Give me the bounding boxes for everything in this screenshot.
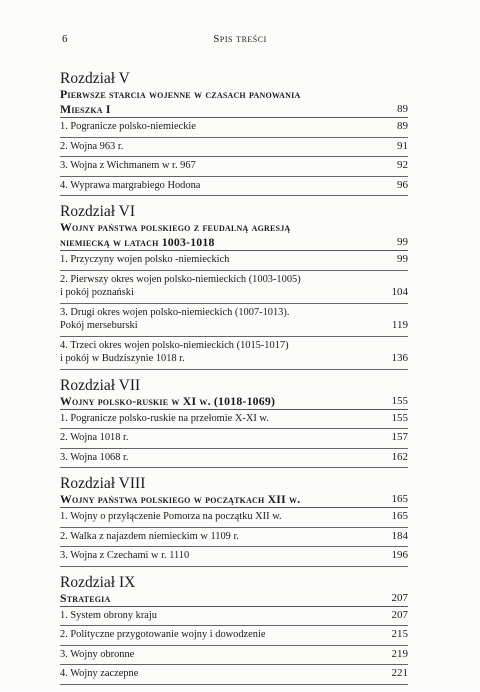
toc-entry xyxy=(60,157,408,177)
toc-entry xyxy=(60,429,408,449)
toc-entry xyxy=(60,646,408,666)
chapter-title-line: Pierwsze starcia wojenne w czasach panowania xyxy=(60,87,301,101)
toc-entry xyxy=(60,271,408,304)
toc-entry-line: 2. Walka z najazdem niemieckim w 1109 r. xyxy=(60,530,239,542)
toc-entry-line: 1. Pogranicze polsko-niemieckie xyxy=(60,121,196,132)
chapter-page-number: 155 xyxy=(391,394,408,407)
chapter-title-row xyxy=(60,492,408,508)
toc-entry-text xyxy=(60,251,368,270)
toc-entry-page: 136 xyxy=(391,352,408,364)
chapter-page-number: 89 xyxy=(397,103,408,115)
toc-entry-page: 162 xyxy=(391,450,408,463)
toc-entry-line: 3. Wojna z Czechami w r. 1110 xyxy=(60,550,190,561)
chapter-title-row xyxy=(60,394,408,410)
chapter-label: Rozdział VIII xyxy=(60,475,146,492)
toc-entry-line: 1. Wojny o przyłączenie Pomorza na początku XII w. xyxy=(60,511,282,522)
toc-entry-page: 184 xyxy=(391,529,408,542)
running-header xyxy=(62,32,418,46)
page-number: 6 xyxy=(62,33,68,45)
chapter-title xyxy=(60,87,368,117)
toc-entry-text xyxy=(60,646,368,665)
chapter-title xyxy=(60,394,368,409)
toc-entry-line: 2. Polityczne przygotowanie wojny i dowodzenie xyxy=(60,629,266,640)
toc-entry-page: 157 xyxy=(391,431,408,443)
toc-entry-line: Pokój merseburski xyxy=(60,320,138,331)
toc-entry-page: 89 xyxy=(397,120,408,132)
chapter-title-line: Wojny polsko-ruskie w XI w. (1018-1069) xyxy=(60,393,276,408)
chapter-title-line: Wojny państwa polskiego w początkach XII w. xyxy=(60,492,301,506)
toc-entry-text xyxy=(60,138,368,157)
toc-entry-line: i pokój w Budziszynie 1018 r. xyxy=(60,353,185,364)
toc-entry-line: 3. Drugi okres wojen polsko-niemieckich (1007-1013). xyxy=(60,306,290,318)
toc-entry xyxy=(60,337,408,370)
toc-entry-page: 215 xyxy=(391,628,408,640)
toc-entry xyxy=(60,251,408,271)
toc-entry-page: 219 xyxy=(391,647,408,660)
toc-entry-text xyxy=(60,271,368,303)
chapter-title-row xyxy=(60,87,408,118)
toc-entry-page: 104 xyxy=(391,286,408,298)
toc-entry xyxy=(60,304,408,337)
chapter-title xyxy=(60,220,368,250)
toc-entry-line: 4. Wyprawa margrabiego Hodona xyxy=(60,179,201,191)
toc-entry-page: 91 xyxy=(397,139,408,152)
toc-entry-line: 3. Wojny obronne xyxy=(60,648,135,660)
chapter-label: Rozdział IX xyxy=(60,573,136,591)
toc-entry-line: 1. Przyczyny wojen polsko -niemieckich xyxy=(60,254,230,265)
chapter-title-line: niemiecką w latach 1003-1018 xyxy=(60,235,215,249)
toc-entry xyxy=(60,118,408,138)
chapter-page-number: 165 xyxy=(391,493,408,505)
toc-entry xyxy=(60,138,408,158)
chapter-title-line: Mieszka I xyxy=(60,102,111,116)
toc-entry-line: 4. Wojny zaczepne xyxy=(60,668,139,679)
chapter-section xyxy=(60,475,408,567)
toc-entry-page: 196 xyxy=(391,549,408,561)
toc-entry-text xyxy=(60,626,368,645)
toc-entry-line: 4. Trzeci okres wojen polsko-niemieckich (1015-1017) xyxy=(60,339,289,351)
toc-entry-page: 165 xyxy=(391,510,408,522)
toc-entry-text xyxy=(60,157,368,176)
toc-entry-line: 3. Wojna 1068 r. xyxy=(60,451,129,463)
chapter-title xyxy=(60,591,368,606)
toc-entry xyxy=(60,177,408,197)
chapter-page-number: 99 xyxy=(397,236,408,248)
chapter-title-line: Wojny państwa polskiego z feudalną agresją xyxy=(60,220,291,234)
toc-entry-text xyxy=(60,528,368,547)
toc-entry-page: 92 xyxy=(397,159,408,171)
chapter-label: Rozdział VI xyxy=(60,203,136,220)
toc-entry-text xyxy=(60,607,368,626)
toc-entry xyxy=(60,626,408,646)
chapter-section xyxy=(60,377,408,469)
toc-entry-line: 1. System obrony kraju xyxy=(60,609,157,621)
toc-entry xyxy=(60,607,408,627)
toc-entry-text xyxy=(60,410,368,429)
table-of-contents xyxy=(60,70,408,692)
toc-entry-text xyxy=(60,508,368,527)
toc-entry-text xyxy=(60,177,368,196)
running-title: Spis treści xyxy=(213,33,267,45)
toc-entry-text xyxy=(60,665,368,684)
chapter-title xyxy=(60,492,368,507)
toc-entry xyxy=(60,528,408,548)
toc-entry-text xyxy=(60,304,368,336)
toc-entry-page: 207 xyxy=(391,608,408,621)
toc-entry-line: 2. Wojna 963 r. xyxy=(60,140,124,152)
toc-entry xyxy=(60,449,408,469)
chapter-label: Rozdział V xyxy=(60,70,130,87)
toc-entry xyxy=(60,410,408,430)
toc-entry-line: 2. Wojna 1018 r. xyxy=(60,432,129,443)
chapter-section xyxy=(60,574,408,685)
toc-entry-line: 2. Pierwszy okres wojen polsko-niemieckich (1003-1005) xyxy=(60,273,301,285)
toc-entry-text xyxy=(60,429,368,448)
toc-entry xyxy=(60,665,408,685)
toc-entry-text xyxy=(60,449,368,468)
chapter-title-row xyxy=(60,220,408,251)
toc-entry-text xyxy=(60,118,368,137)
toc-entry-text xyxy=(60,547,368,566)
chapter-page-number: 207 xyxy=(391,591,408,604)
toc-entry-page: 99 xyxy=(397,253,408,265)
toc-entry-text xyxy=(60,337,368,369)
toc-entry-line: 1. Pogranicze polsko-ruskie na przełomie X-XI w. xyxy=(60,412,269,424)
chapter-section xyxy=(60,70,408,196)
chapter-title-line: Strategia xyxy=(60,590,111,605)
chapter-section xyxy=(60,203,408,370)
toc-entry-page: 119 xyxy=(391,319,408,331)
toc-entry-page: 155 xyxy=(391,411,408,424)
toc-entry-line: i pokój poznański xyxy=(60,287,134,298)
chapter-title-row xyxy=(60,591,408,607)
toc-entry xyxy=(60,508,408,528)
toc-entry xyxy=(60,547,408,567)
toc-entry-page: 221 xyxy=(391,667,408,679)
toc-entry-line: 3. Wojna z Wichmanem w r. 967 xyxy=(60,160,196,171)
toc-entry-page: 96 xyxy=(397,178,408,191)
chapter-label: Rozdział VII xyxy=(60,376,141,394)
